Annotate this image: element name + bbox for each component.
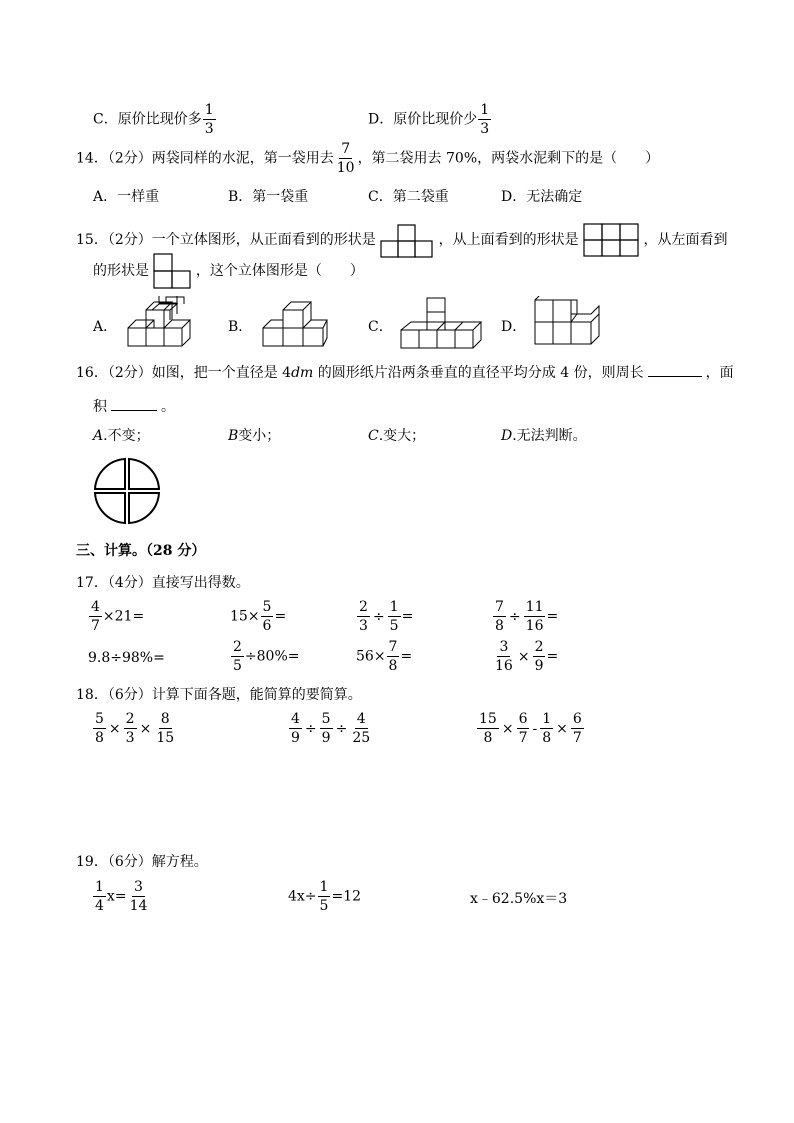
q17-item-1: $\frac{4}{7}$ ×21= xyxy=(91,599,145,634)
q17-item-3: $\frac{2}{3}$ ÷ $\frac{1}{5}$ = xyxy=(359,599,414,634)
fraction: $\frac{7}{10}$ xyxy=(336,141,355,176)
q14-stem: 14．（2分）两袋同样的水泥，第一袋用去 $\frac{7}{10}$ ，第二袋用去 70%，两袋水泥剩下的是（ ） xyxy=(76,141,660,176)
q15-option-d[interactable]: D． xyxy=(501,296,611,348)
front-view-figure xyxy=(380,222,434,258)
q17-item-4: $\frac{7}{8}$ ÷ $\frac{11}{16}$ = xyxy=(495,599,559,634)
circle-quarters-figure xyxy=(92,456,162,526)
q16-stem-line2: 积 。 xyxy=(93,399,175,415)
q15-option-c[interactable]: C． xyxy=(368,296,487,350)
area-answer-blank[interactable] xyxy=(111,409,157,411)
q17-item-2: 15× $\frac{5}{6}$ = xyxy=(230,599,287,634)
q17-stem: 17．（4分）直接写出得数。 xyxy=(76,575,250,591)
perimeter-answer-blank[interactable] xyxy=(648,375,702,377)
q17-item-6: $\frac{2}{5}$ ÷80%= xyxy=(233,639,300,674)
q13-option-d[interactable]: D．原价比现价少 $\frac{1}{3}$ xyxy=(368,102,490,137)
q19-stem: 19．（6分）解方程。 xyxy=(76,854,208,870)
q15-option-a[interactable]: A． xyxy=(93,296,192,348)
q18-expr-3: $\frac{15}{8}$ × $\frac{6}{7}$ - $\frac{1}{8}$ × $\frac{6}{7}$ xyxy=(479,711,582,746)
q17-item-7: 56× $\frac{7}{8}$ = xyxy=(356,639,413,674)
cube-figure-c xyxy=(397,296,487,350)
q15-stem-line2: 的形状是 ，这个立体图形是（ ） xyxy=(93,252,364,290)
q15-stem-line1: 15．（2分）一个立体图形，从正面看到的形状是 ，从上面看到的形状是 ，从左面看到 xyxy=(76,222,728,258)
q16-option-c[interactable]: C.变大； xyxy=(368,428,426,444)
section-title: 三、计算。（28 分） xyxy=(76,543,206,559)
q17-item-5: 9.8÷98%= xyxy=(88,650,165,666)
q18-expr-2: $\frac{4}{9}$ ÷ $\frac{5}{9}$ ÷ $\frac{4}{25}$ xyxy=(291,711,371,746)
q18-stem: 18．（6分）计算下面各题，能简算的要简算。 xyxy=(76,687,362,703)
cube-figure-d xyxy=(531,296,611,348)
q18-expr-1: $\frac{5}{8}$ × $\frac{2}{3}$ × $\frac{8}{15}$ xyxy=(95,711,175,746)
cube-figure-b xyxy=(257,296,333,348)
q19-equation-1: $\frac{1}{4}$ x= $\frac{3}{14}$ xyxy=(95,879,148,914)
q16-option-b[interactable]: B变小； xyxy=(228,428,281,444)
q16-stem-line1: 16．（2分）如图，把一个直径是 4dm 的圆形纸片沿两条垂直的直径平均分成 4 份，则周长 ，面 xyxy=(76,365,734,381)
q14-option-b[interactable]: B．第一袋重 xyxy=(228,189,309,205)
fraction: $\frac{1}{3}$ xyxy=(204,102,214,137)
q13-option-c[interactable]: C．原价比现价多 $\frac{1}{3}$ xyxy=(93,102,214,137)
q14-option-d[interactable]: D．无法确定 xyxy=(501,189,583,205)
q16-option-d[interactable]: D.无法判断。 xyxy=(501,428,587,444)
cube-figure-a xyxy=(122,296,192,348)
fraction: $\frac{1}{3}$ xyxy=(480,102,490,137)
q19-equation-3: x﹣62.5%x＝3 xyxy=(470,891,568,907)
q14-option-c[interactable]: C．第二袋重 xyxy=(368,189,449,205)
q15-option-b[interactable]: B． xyxy=(228,296,333,348)
q14-option-a[interactable]: A．一样重 xyxy=(93,189,160,205)
top-view-figure xyxy=(583,223,639,257)
q19-equation-2: 4x÷ $\frac{1}{5}$ =12 xyxy=(288,879,362,914)
left-view-figure xyxy=(153,252,191,290)
q17-item-8: $\frac{3}{16}$ × $\frac{2}{9}$ = xyxy=(495,639,559,674)
q16-option-a[interactable]: A.不变； xyxy=(93,428,150,444)
